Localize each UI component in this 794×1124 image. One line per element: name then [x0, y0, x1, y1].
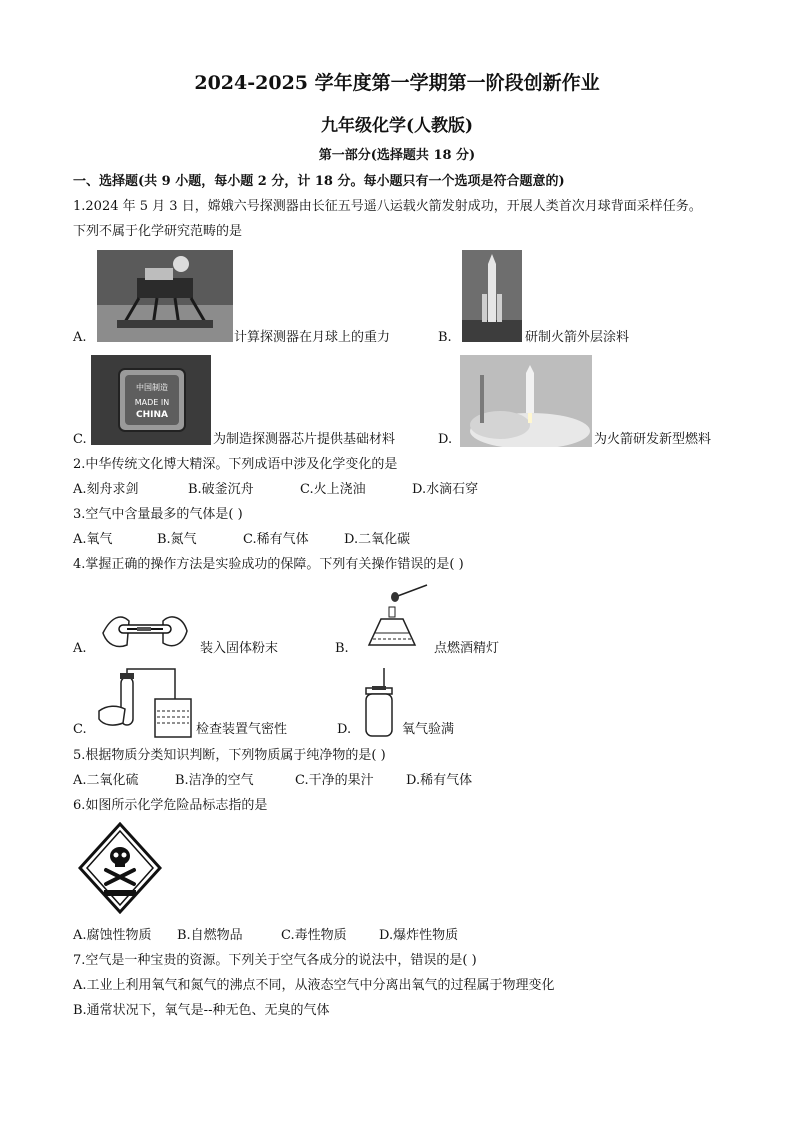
q5-option-a: A.二氧化硫 [73, 773, 139, 788]
chip-photo [91, 355, 211, 445]
q1-option-a-letter: A. [73, 330, 87, 345]
q7-option-b: B.通常状况下，氧气是--种无色、无臭的气体 [73, 1003, 330, 1018]
chip-label-china: CHINA [136, 410, 168, 420]
page-title: 2024-2025 学年度第一学期第一阶段创新作业 [194, 72, 600, 94]
add-powder-illustration [97, 595, 192, 655]
q3-option-a: A.氧气 [73, 532, 113, 547]
chip-label-cn: 中国制造 [136, 383, 168, 392]
lunar-lander-photo [97, 250, 233, 342]
q3-option-b: B.氮气 [157, 532, 197, 547]
toxic-hazard-sign [78, 822, 162, 914]
q5-option-d: D.稀有气体 [406, 773, 473, 788]
q6-option-d: D.爆炸性物质 [379, 928, 459, 943]
q4-option-a-text: 装入固体粉末 [200, 641, 279, 656]
oxygen-full-check-illustration [362, 668, 396, 740]
q1-option-c-letter: C. [73, 432, 87, 447]
q2-option-a: A.刻舟求剑 [73, 482, 139, 497]
q4-option-c-letter: C. [73, 722, 87, 737]
q5-option-b: B.洁净的空气 [175, 773, 254, 788]
q2-option-c: C.火上浇油 [300, 482, 366, 497]
q5-stem: 5.根据物质分类知识判断，下列物质属于纯净物的是( ) [73, 748, 386, 763]
q4-option-d-text: 氧气验满 [402, 722, 455, 737]
q1-option-b-letter: B. [438, 330, 452, 345]
q6-option-c: C.毒性物质 [281, 928, 347, 943]
chip-label-made-in: MADE IN [134, 398, 170, 407]
q2-option-b: B.破釜沉舟 [188, 482, 254, 497]
q4-option-d-letter: D. [337, 722, 352, 737]
q1-option-d-text: 为火箭研发新型燃料 [594, 432, 712, 447]
q6-option-a: A.腐蚀性物质 [73, 928, 152, 943]
q2-option-d: D.水滴石穿 [412, 482, 479, 497]
q3-option-c: C.稀有气体 [243, 532, 309, 547]
q1-option-d-letter: D. [438, 432, 453, 447]
q2-stem: 2.中华传统文化博大精深。下列成语中涉及化学变化的是 [73, 457, 398, 472]
q3-stem: 3.空气中含量最多的气体是( ) [73, 507, 243, 522]
q1-option-c-text: 为制造探测器芯片提供基础材料 [213, 432, 396, 447]
q6-stem: 6.如图所示化学危险品标志指的是 [73, 798, 268, 813]
q7-option-a: A.工业上利用氧气和氮气的沸点不同，从液态空气中分离出氧气的过程属于物理变化 [73, 978, 555, 993]
q7-stem: 7.空气是一种宝贵的资源。下列关于空气各成分的说法中，错误的是( ) [73, 953, 477, 968]
page-subtitle: 九年级化学(人教版) [320, 116, 474, 136]
airtightness-check-illustration [95, 665, 195, 741]
rocket-launch-photo [460, 355, 592, 447]
q4-stem: 4.掌握正确的操作方法是实验成功的保障。下列有关操作错误的是( ) [73, 557, 464, 572]
q5-option-c: C.干净的果汁 [295, 773, 374, 788]
q4-option-b-text: 点燃酒精灯 [434, 641, 500, 656]
part-heading: 第一部分(选择题共 18 分) [318, 148, 476, 163]
q1-stem-line1: 1.2024 年 5 月 3 日，嫦娥六号探测器由长征五号遥八运载火箭发射成功，开展人类首次月球背面采样任务。 [73, 199, 702, 214]
rocket-photo [462, 250, 522, 342]
q4-option-c-text: 检查装置气密性 [196, 722, 288, 737]
q1-option-b-text: 研制火箭外层涂料 [525, 330, 630, 345]
section-heading: 一、选择题(共 9 小题，每小题 2 分，计 18 分。每小题只有一个选项是符合题意的) [73, 174, 565, 189]
q4-option-a-letter: A. [73, 641, 87, 656]
q4-option-b-letter: B. [335, 641, 349, 656]
alcohol-lamp-illustration [355, 583, 433, 655]
q3-option-d: D.二氧化碳 [344, 532, 411, 547]
q1-option-a-text: 计算探测器在月球上的重力 [234, 330, 391, 345]
q1-stem-line2: 下列不属于化学研究范畴的是 [73, 224, 243, 239]
q6-option-b: B.自燃物品 [177, 928, 243, 943]
